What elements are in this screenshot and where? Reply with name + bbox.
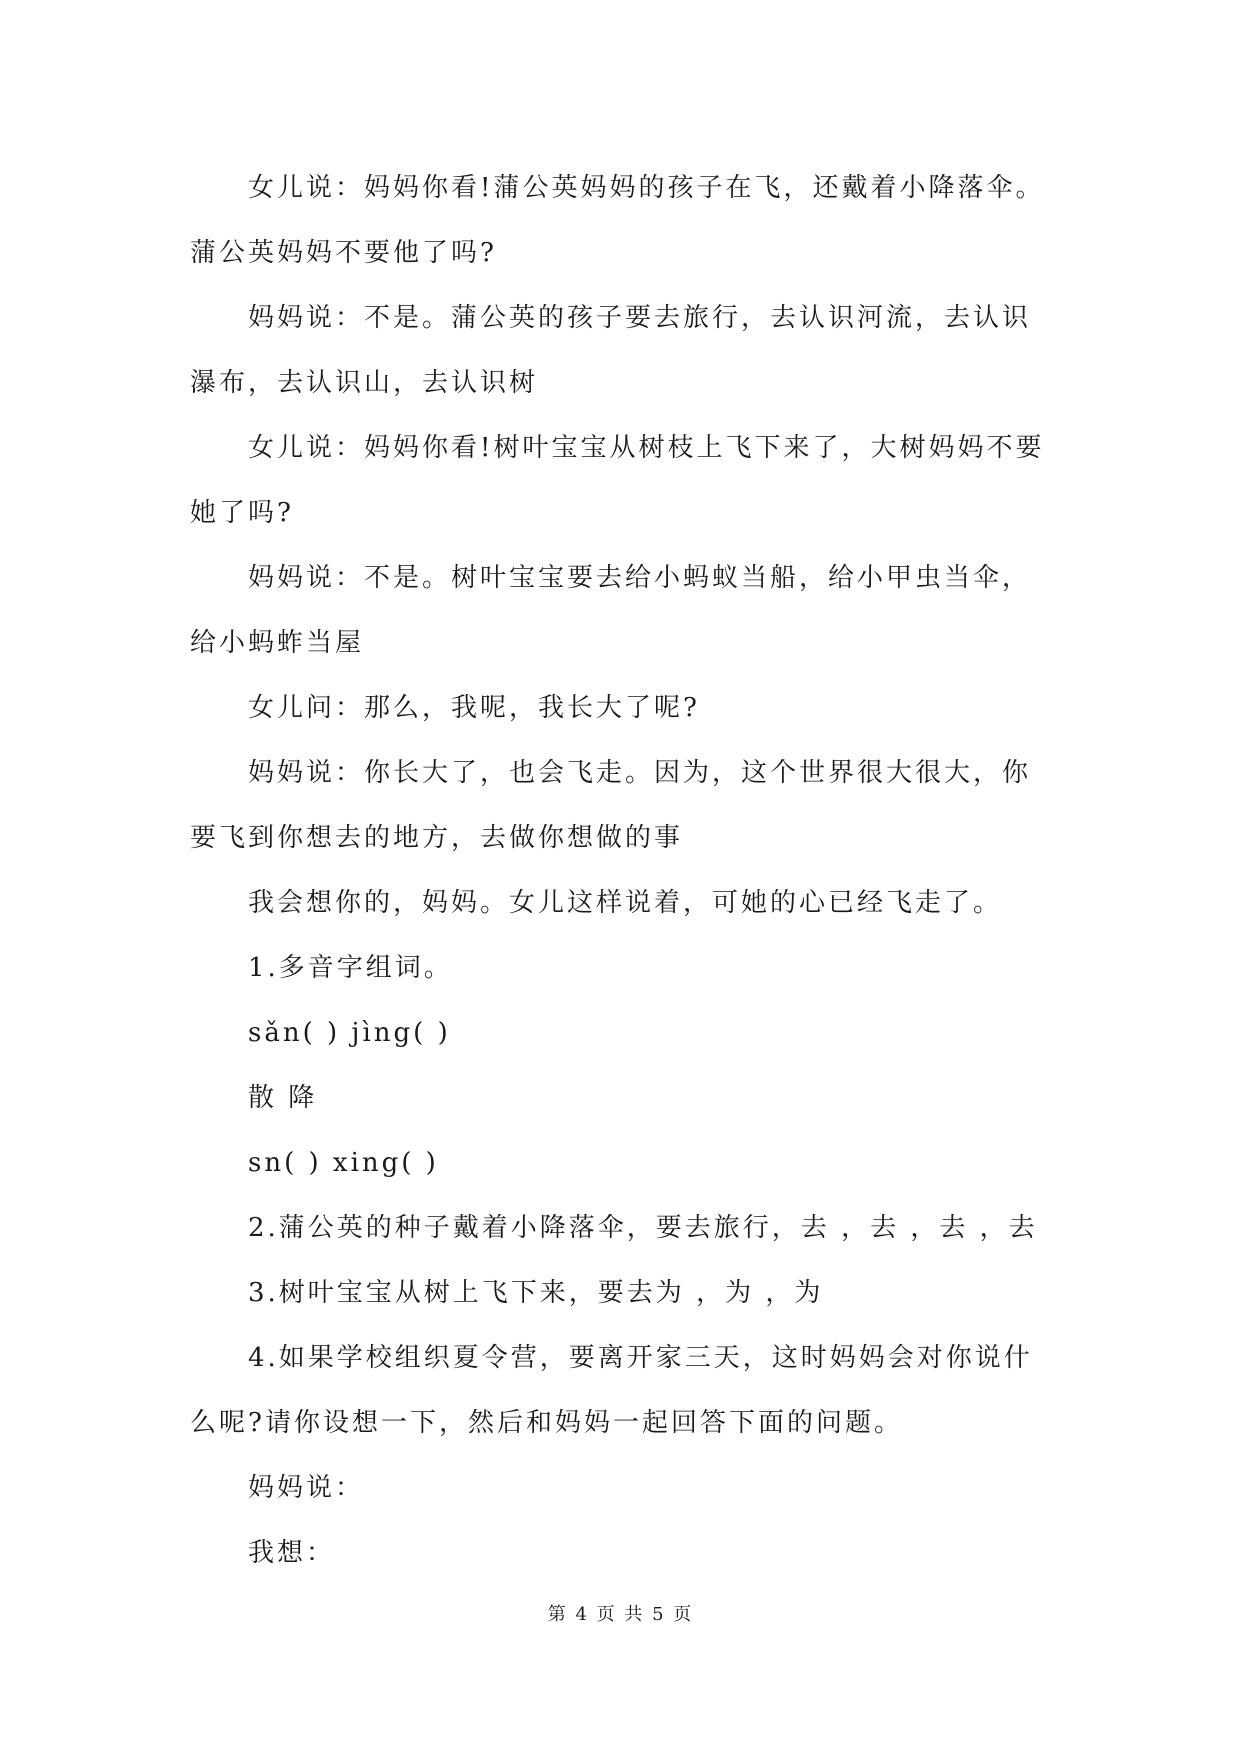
- question-1-title: 1.多音字组词。: [248, 953, 453, 983]
- question-2: 2.蒲公英的种子戴着小降落伞，要去旅行，去 ，去 ，去 ，去: [248, 1213, 1038, 1243]
- page-footer: 第 4 页 共 5 页: [547, 1604, 694, 1625]
- paragraph-2: 妈妈说：不是。蒲公英的孩子要去旅行，去认识河流，去认识瀑布，去认识山，去认识树: [190, 303, 1032, 398]
- question-1-pinyin-row-1: sǎn( ) jìng( ): [248, 1018, 451, 1048]
- paragraph-7: 我会想你的，妈妈。女儿这样说着，可她的心已经飞走了。: [248, 888, 1003, 918]
- paragraph-4: 妈妈说：不是。树叶宝宝要去给小蚂蚁当船，给小甲虫当伞，给小蚂蚱当屋: [190, 563, 1032, 658]
- question-1-characters: 散 降: [248, 1083, 318, 1113]
- answer-mother-says: 妈妈说：: [248, 1473, 365, 1503]
- answer-i-think: 我想：: [248, 1538, 336, 1568]
- document-body: [190, 156, 1050, 1586]
- paragraph-3: 女儿说：妈妈你看!树叶宝宝从树枝上飞下来了，大树妈妈不要她了吗?: [190, 433, 1045, 528]
- paragraph-1: 女儿说：妈妈你看!蒲公英妈妈的孩子在飞，还戴着小降落伞。蒲公英妈妈不要他了吗?: [190, 173, 1045, 268]
- question-1-pinyin-row-2: sn( ) xing( ): [248, 1148, 439, 1178]
- paragraph-6: 妈妈说：你长大了，也会飞走。因为，这个世界很大很大，你要飞到你想去的地方，去做你想做的事: [190, 758, 1032, 853]
- question-3: 3.树叶宝宝从树上飞下来，要去为 ，为 ，为: [248, 1278, 824, 1308]
- paragraph-5: 女儿问：那么，我呢，我长大了呢?: [248, 693, 700, 723]
- question-4: 4.如果学校组织夏令营，要离开家三天，这时妈妈会对你说什么呢?请你设想一下，然后和妈妈一起回答下面的问题。: [190, 1343, 1033, 1438]
